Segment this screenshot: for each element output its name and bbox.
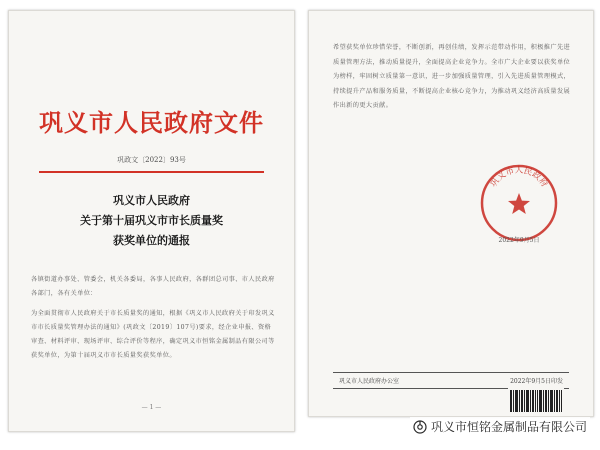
title-line-2: 关于第十届巩义市市长质量奖 (80, 214, 223, 227)
body-paragraph-main: 为全面贯彻市人民政府关于市长质量奖的通知，根据《巩义市人民政府关于印发巩义市市长质量奖管理办法的通知》(巩政文〔2019〕107号)要求，经企业申报、资格审查、材料评审、现场评审、综合评价等程序，确定巩义市恒铭金属制品有限公司等获奖单位，为第十届巩义市市长质量奖获奖单位。 (31, 310, 275, 359)
seal-text: 巩义市人民政府 (488, 165, 550, 190)
title-line-1: 巩义市人民政府 (113, 194, 190, 207)
watermark (410, 417, 590, 436)
document-title (9, 191, 294, 251)
wechat-official-account-icon (413, 420, 427, 434)
document-page-2 (308, 10, 594, 417)
page-number: — 1 — (141, 404, 162, 411)
body-paragraph-conclusion: 希望获奖单位珍惜荣誉，不断创新，再创佳绩，发挥示范带动作用，积极推广先进质量管理方法，推动质量提升，全面提高企业竞争力。全市广大企业要以获奖单位为榜样，牢固树立质量第一意识，进一步加强质量管理，引入先进质量管理模式，持续提升产品和服务质量，不断提高企业核心竞争力，为推动巩义经济高质量发展作出新的更大贡献。 (333, 44, 571, 109)
header-red-rule (39, 171, 264, 173)
seal-date: 2022年9月5日 (498, 237, 540, 244)
official-seal (479, 163, 559, 243)
barcode-image (508, 388, 564, 414)
body-paragraph-addressees: 各镇街道办事处、管委会，机关各委局，各事人民政府，各群团总司事、市人民政府各部门，各有关单位： (31, 276, 275, 297)
footer-issuer: 巩义市人民政府办公室 (339, 378, 400, 385)
footer-rule-top (333, 372, 569, 373)
document-number: 巩政文〔2022〕93号 (117, 156, 186, 164)
footer-issue-date: 2022年9月5日印发 (510, 378, 563, 385)
document-header: 巩义市人民政府文件 (39, 108, 264, 137)
title-line-3: 获奖单位的通报 (113, 234, 190, 247)
document-page-1 (8, 10, 295, 432)
watermark-text: 巩义市恒铭金属制品有限公司 (430, 420, 587, 434)
